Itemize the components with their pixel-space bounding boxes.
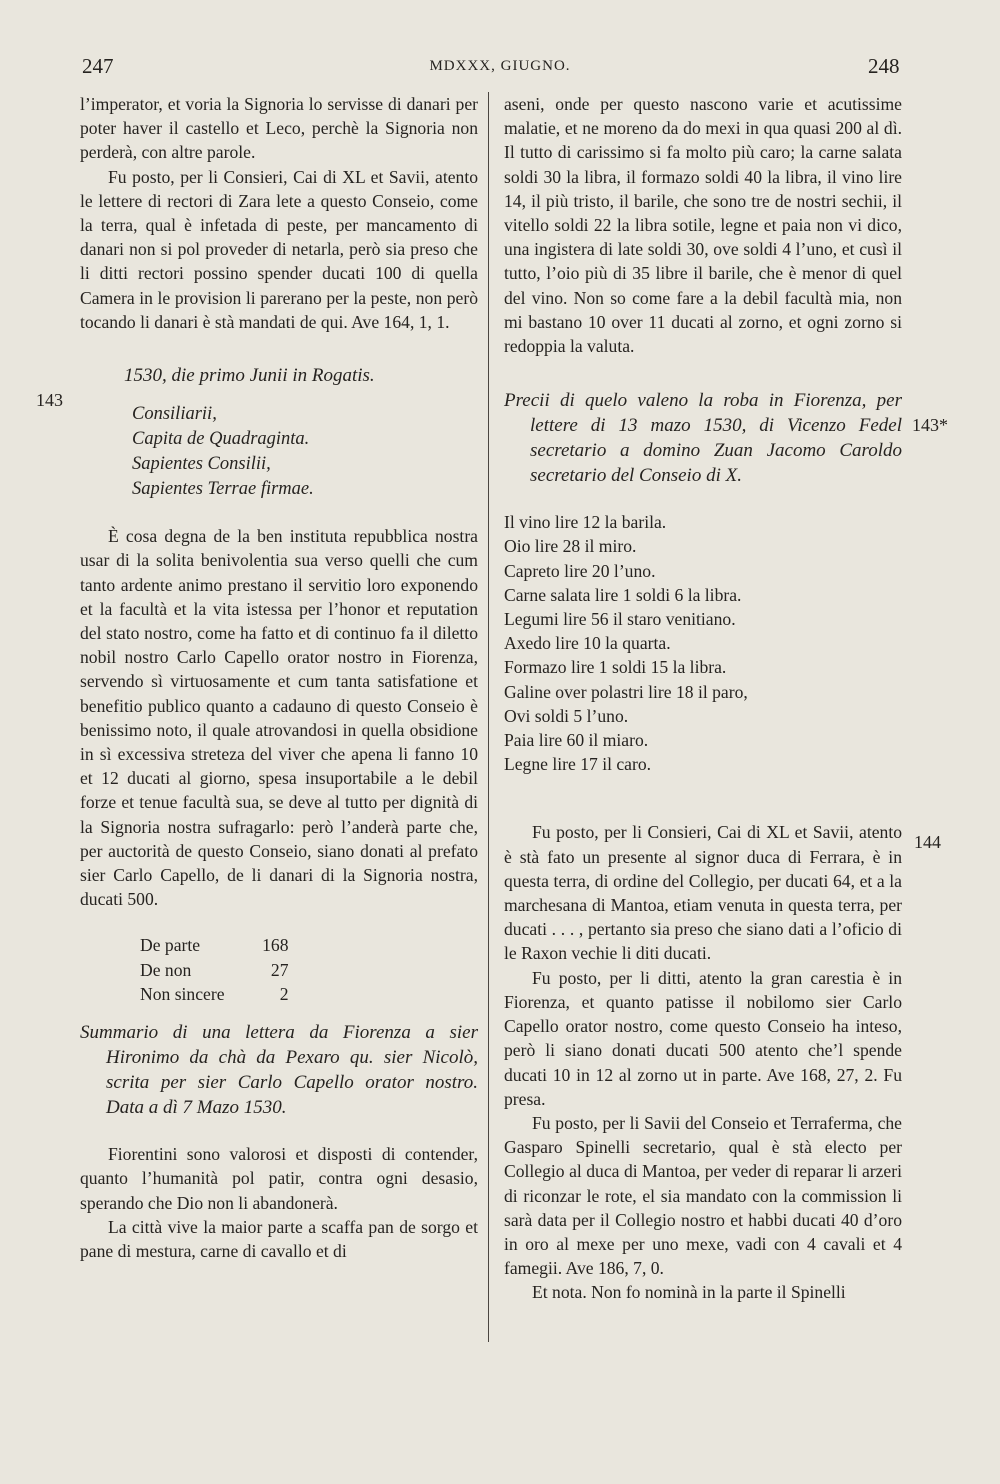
vote-row bbox=[140, 958, 289, 982]
page-number-right: 248 bbox=[868, 54, 900, 78]
summary-heading: Summario di una lettera da Fiorenza a sier Hironimo da chà da Pexaro qu. sier Nicolò, scrita per sier Carlo Capello orator nostro. Data a dì 7 Mazo 1530. bbox=[80, 1022, 478, 1119]
price-item: Axedo lire 10 la quarta. bbox=[504, 633, 671, 654]
council-list bbox=[132, 402, 478, 502]
vote-table bbox=[140, 933, 289, 1006]
council-item: Sapientes Terrae firmae. bbox=[132, 479, 314, 500]
left-column bbox=[80, 92, 478, 1263]
left-paragraph-5: La città vive la maior parte a scaffa pan de sorgo et pane di mestura, carne di cavallo et di bbox=[80, 1216, 478, 1261]
left-paragraph-2: Fu posto, per li Consieri, Cai di XL et Savii, atento le lettere di rectori di Zara lete a questo Conseio, come la terra, qual è infetada di peste, per mancamento di danari non si pol proveder di netarla, però sia preso che li ditti rectori possino spender ducati 100 di quella Camera in le provision li parerano per la peste, non però tocando li danari è stà mandati de qui. Ave 164, 1, 1. bbox=[80, 166, 478, 332]
right-column bbox=[504, 92, 902, 1305]
price-item: Legumi lire 56 il staro venitiano. bbox=[504, 609, 736, 630]
price-item: Carne salata lire 1 soldi 6 la libra. bbox=[504, 584, 742, 605]
council-item: Consiliarii, bbox=[132, 404, 217, 425]
right-paragraph-4: Fu posto, per li Savii del Conseio et Terraferma, che Gasparo Spinelli secretario, qual è stà electo per Collegio al duca di Mantoa, per veder di reparar li arzeri di riconzar le rote, el sia mandato con la commission li sarà data per il Collegio nostro et habbi ducati 40 d’oro in oro al mexe per uno mexe, vadi con 4 cavali et 4 famegii. Ave 186, 7, 0. bbox=[504, 1112, 902, 1279]
price-item: Il vino lire 12 la barila. bbox=[504, 512, 667, 533]
vote-value: 168 bbox=[262, 935, 289, 956]
vote-row bbox=[140, 982, 289, 1006]
left-paragraph-3: È cosa degna de la ben instituta repubblica nostra usar di la solita benivolentia sua verso quelli che cum tanto ardente animo prestano il servitio loro exponendo et la facultà et la vita istessa per l’honor et reputation del stato nostro, come ha fatto et di continuo fa il diletto nobil nostro Carlo Capello orator nostro in Fiorenza, servendo sì virtuosamente et cum tanta satisfatione et benefitio publico quanto a cadauno di questo Conseio è benissimo noto, il quale atrovandosi in quella obsidione in sì excessiva streteza del viver che apena li fanno 10 et 12 ducati al giorno, spesa insuportabile a le debil forze et tenue facultà sua, se deve al tutto per dignità di la Signoria nostra sufragarlo: però l’anderà parte che, per auctorità de questo Conseio, siano donati al prefato sier Carlo Capello, de li danari di la Signoria nostra, ducati 500. bbox=[80, 526, 478, 910]
council-item: Capita de Quadraginta. bbox=[132, 429, 310, 450]
right-paragraph-5: Et nota. Non fo nominà in la parte il Spinelli bbox=[532, 1282, 846, 1303]
margin-number-144: 144 bbox=[914, 832, 941, 852]
right-paragraph-2: Fu posto, per li Consieri, Cai di XL et Savii, atento è stà fato un presente al signor duca di Ferrara, è in questa terra, di ordine del Collegio, per ducati 64, et a la marchesana di Mantoa, etiam venuta in questa terra, per ducati . . . , pertanto sia preso che siano dati a l’oficio di le Raxon vechie li diti ducati. bbox=[504, 822, 902, 964]
prices-heading: Precii di quelo valeno la roba in Fiorenza, per lettere di 13 mazo 1530, di Vicenzo Fedel secretario a domino Zuan Jacomo Caroldo secretario del Conseio di X. bbox=[504, 390, 902, 487]
vote-label: De parte bbox=[140, 935, 201, 956]
vote-label: De non bbox=[140, 959, 192, 980]
price-item: Capreto lire 20 l’uno. bbox=[504, 560, 656, 581]
price-item: Formazo lire 1 soldi 15 la libra. bbox=[504, 657, 727, 678]
margin-number-143: 143 bbox=[36, 390, 63, 410]
price-item: Paia lire 60 il miaro. bbox=[504, 730, 649, 751]
council-item: Sapientes Consilii, bbox=[132, 454, 271, 475]
price-list bbox=[504, 510, 902, 776]
margin-number-143-star: 143* bbox=[912, 415, 948, 435]
vote-value: 27 bbox=[270, 959, 289, 980]
page-number-left: 247 bbox=[82, 54, 114, 78]
price-item: Ovi soldi 5 l’uno. bbox=[504, 705, 629, 726]
column-divider bbox=[488, 92, 489, 1342]
left-paragraph-4: Fiorentini sono valorosi et disposti di contender, quanto l’humanità pol patir, contra ogni desasio, sperando che Dio non li abandonerà. bbox=[80, 1144, 478, 1213]
vote-value: 2 bbox=[279, 983, 289, 1004]
price-item: Galine over polastri lire 18 il paro, bbox=[504, 681, 748, 702]
right-paragraph-3: Fu posto, per li ditti, atento la gran carestia è in Fiorenza, et quanto patisse il nobilomo sier Carlo Capello orator nostro, come questo Conseio ha inteso, però li siano donati ducati 500 atento che’l spende ducati 10 in 12 al zorno ut in parte. Ave 168, 27, 2. Fu presa. bbox=[504, 967, 902, 1109]
right-paragraph-1: aseni, onde per questo nascono varie et acutissime malatie, et ne moreno da do mexi in qua quasi 200 al dì. Il tutto di carissimo si fa molto più caro; la carne salata soldi 30 la libra, il formazo soldi 40 la libra, il vino lire 14, il più tristo, il barile, che sono tre de nostri sechii, il vitello soldi 22 la libra sotile, legne et paia non vi dico, una ingistera di late soldi 30, ove soldi 4 l’uno, et cusì il tutto, l’oio più di 35 libre il barile, che è menor di quel del vino. Non so come fare a la debil facultà mia, non mi bastano 10 over 11 ducati al zorno, et ogni zorno si redoppia la valuta. bbox=[504, 94, 902, 357]
vote-label: Non sincere bbox=[140, 983, 225, 1004]
running-head: MDXXX, GIUGNO. bbox=[429, 58, 571, 74]
price-item: Oio lire 28 il miro. bbox=[504, 536, 637, 557]
vote-row bbox=[140, 933, 289, 957]
price-item: Legne lire 17 il caro. bbox=[504, 754, 652, 775]
left-paragraph-1: l’imperator, et voria la Signoria lo servisse di danari per poter haver il castello et Leco, perchè la Signoria non perderà, con altre parole. bbox=[80, 94, 478, 163]
session-date-heading: 1530, die primo Junii in Rogatis. bbox=[124, 365, 375, 387]
